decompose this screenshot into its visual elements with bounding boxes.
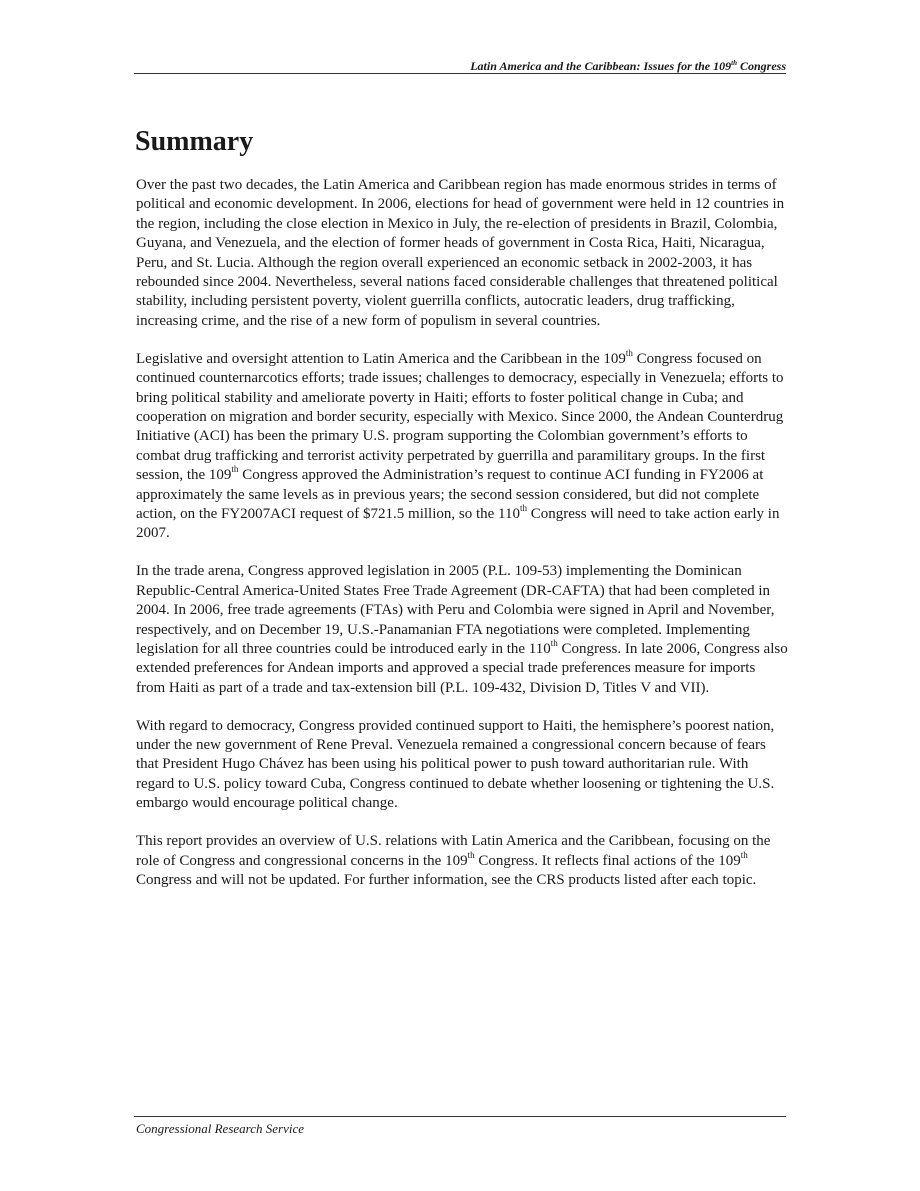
paragraph-text: This report provides an overview of U.S. relations with Latin America and the Caribbean, focusing on the role of Congress and congressional concerns in the 109	[136, 833, 771, 869]
paragraph	[136, 717, 788, 814]
ordinal-superscript: th	[625, 347, 633, 358]
paragraph-text: Congress and will not be updated. For further information, see the CRS products listed after each topic.	[136, 872, 757, 888]
ordinal-superscript: th	[467, 849, 475, 860]
header-rule	[134, 73, 786, 74]
paragraph-text: Congress approved the Administration’s request to continue ACI funding in FY2006 at approximately the same levels as in previous years; the second session considered, but did not complete action, on the FY2007ACI request of $721.5 million, so the 110	[136, 467, 764, 522]
header-superscript: th	[731, 59, 737, 67]
running-header	[136, 56, 786, 73]
paragraph-text: In the trade arena, Congress approved legislation in 2005 (P.L. 109-53) implementing the Dominican Republic-Central America-United States Free Trade Agreement (DR-CAFTA) that had been completed in 2004. In 2006, free trade agreements (FTAs) with Peru and Colombia were signed in April and November, respectively, and on December 19, U.S.-Panamanian FTA negotiations were completed. Implementing legislation for all three countries could be introduced early in the 110	[136, 563, 775, 657]
ordinal-superscript: th	[740, 849, 748, 860]
ordinal-superscript: th	[550, 637, 558, 648]
summary-body	[136, 176, 788, 909]
header-text: Latin America and the Caribbean: Issues for the 109	[470, 59, 732, 73]
paragraph-text: Over the past two decades, the Latin America and Caribbean region has made enormous strides in terms of political and economic development. In 2006, elections for head of government were held in 12 countries in the region, including the close election in Mexico in July, the re-election of presidents in Brazil, Colombia, Guyana, and Venezuela, and the election of former heads of government in Costa Rica, Haiti, Nicaragua, Peru, and St. Lucia. Although the region overall experienced an economic setback in 2002-2003, it has rebounded since 2004. Nevertheless, several nations faced considerable challenges that threatened political stability, including persistent poverty, violent guerrilla conflicts, autocratic leaders, drug trafficking, increasing crime, and the rise of a new form of populism in several countries.	[136, 177, 785, 329]
paragraph-text: Congress. It reflects final actions of the 109	[474, 852, 741, 869]
paragraph-text: Congress will need to take action early in 2007.	[136, 506, 780, 542]
footer-rule	[134, 1116, 786, 1117]
paragraph-text: With regard to democracy, Congress provided continued support to Haiti, the hemisphere’s poorest nation, under the new government of Rene Preval. Venezuela remained a congressional concern because of fears that President Hugo Chávez has been using his political power to push toward authoritarian rule. With regard to U.S. policy toward Cuba, Congress continued to debate whether loosening or tightening the U.S. embargo would encourage political change.	[136, 717, 775, 812]
paragraph-text: Congress. In late 2006, Congress also extended preferences for Andean imports and approved a special trade preferences measure for imports from Haiti as part of a trade and tax-extension bill (P.L. 109-432, Division D, Titles V and VII).	[136, 640, 788, 696]
paragraph	[136, 562, 788, 698]
header-text-end: Congress	[736, 59, 786, 73]
ordinal-superscript: th	[520, 503, 528, 513]
paragraph	[136, 176, 788, 331]
paragraph-text: Legislative and oversight attention to Latin America and the Caribbean in the 109	[136, 350, 626, 367]
paragraph	[136, 832, 788, 890]
paragraph-text: Congress focused on continued counternarcotics efforts; trade issues; challenges to democracy, especially in Venezuela; efforts to bring political stability and ameliorate poverty in Haiti; efforts to foster political change in Cuba; and cooperation on migration and border security, especially with Mexico. Since 2000, the Andean Counterdrug Initiative (ACI) has been the primary U.S. program supporting the Colombian government’s efforts to combat drug trafficking and terrorist activity perpetrated by guerrilla and paramilitary groups. In the first session, the 109	[136, 350, 784, 484]
running-footer: Congressional Research Service	[136, 1121, 304, 1136]
ordinal-superscript: th	[231, 464, 239, 475]
page-title: Summary	[135, 126, 254, 157]
paragraph	[136, 347, 788, 544]
